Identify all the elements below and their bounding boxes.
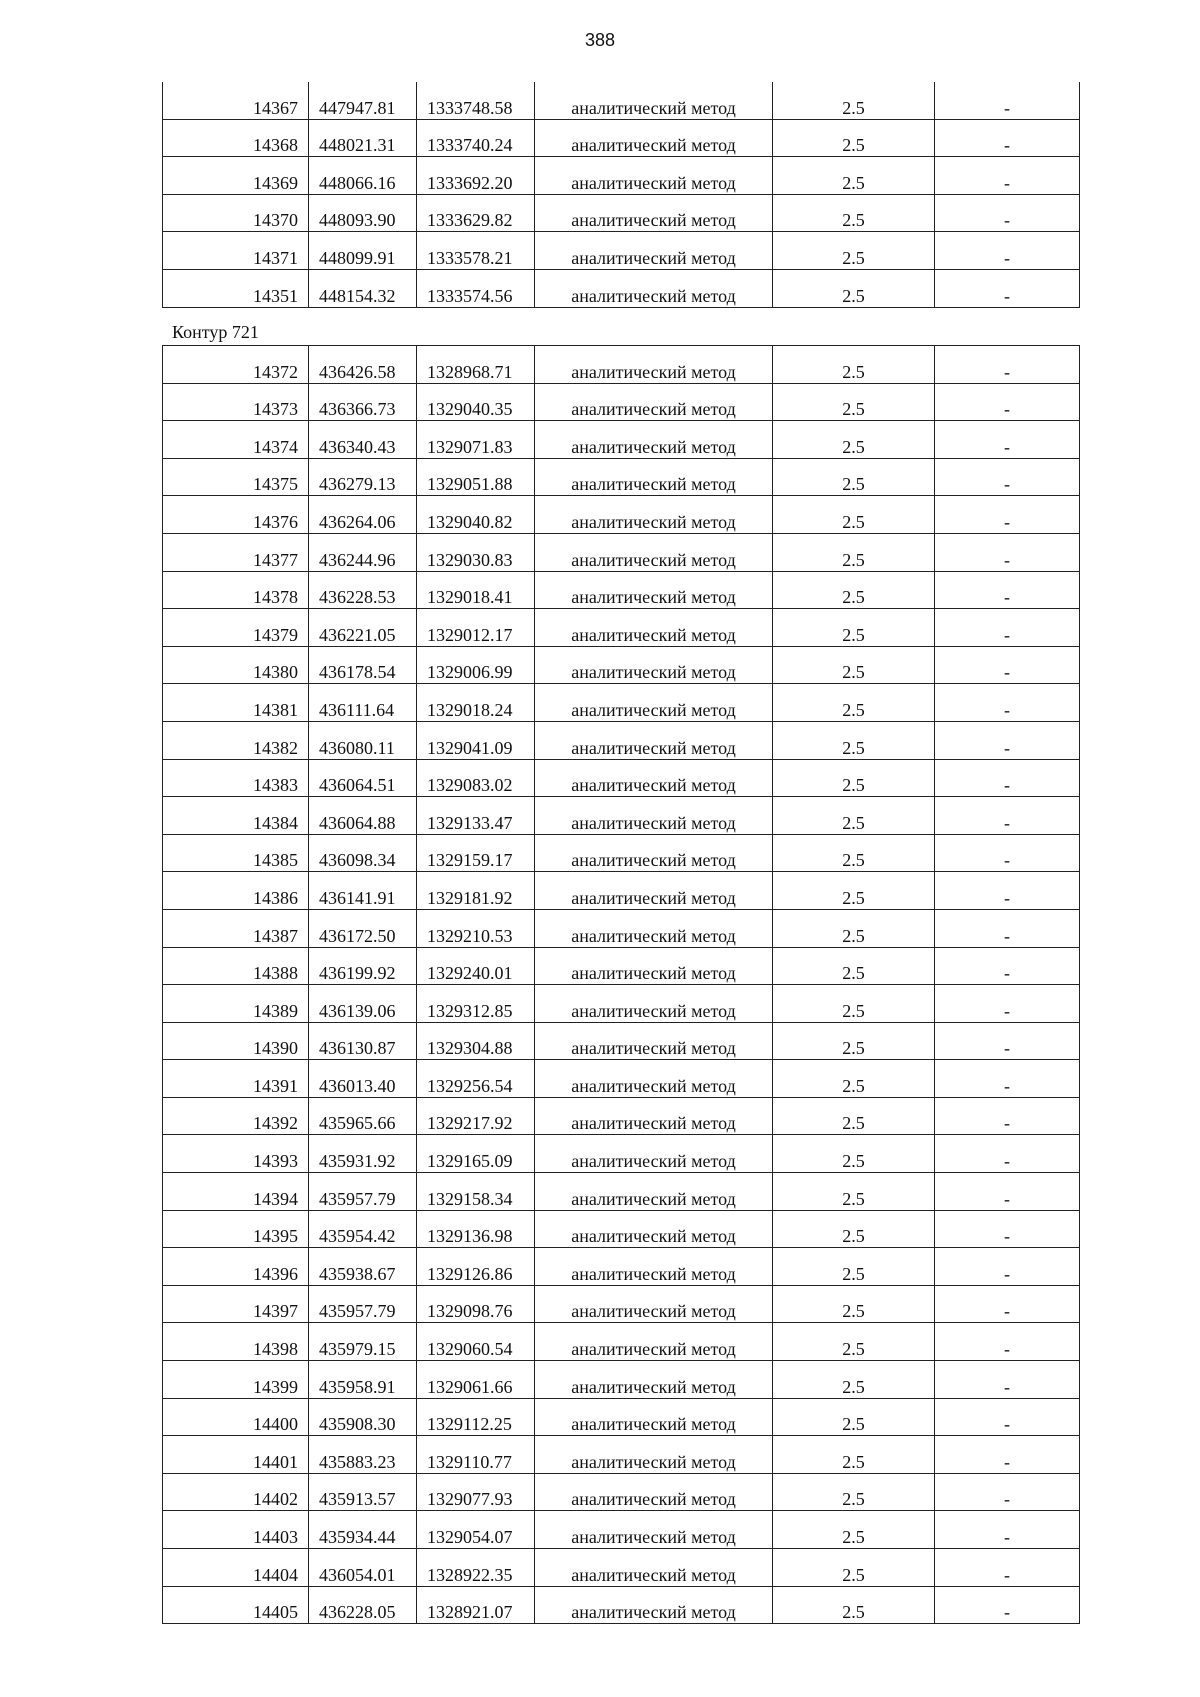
y-coordinate-cell: 1329256.54 [417, 1060, 535, 1098]
note-cell: - [935, 1060, 1080, 1098]
x-coordinate-cell: 435908.30 [309, 1398, 417, 1436]
table-row [163, 346, 1080, 384]
note-cell: - [935, 269, 1080, 307]
x-coordinate-cell: 448093.90 [309, 194, 417, 232]
accuracy-cell: 2.5 [773, 797, 935, 835]
table-row [163, 194, 1080, 232]
point-number-cell: 14388 [163, 947, 309, 985]
note-cell: - [935, 533, 1080, 571]
x-coordinate-cell: 436054.01 [309, 1549, 417, 1587]
table-row [163, 1511, 1080, 1549]
y-coordinate-cell: 1329110.77 [417, 1436, 535, 1474]
accuracy-cell: 2.5 [773, 269, 935, 307]
method-cell: аналитический метод [535, 346, 773, 384]
note-cell: - [935, 194, 1080, 232]
method-cell: аналитический метод [535, 985, 773, 1023]
table-row [163, 1022, 1080, 1060]
accuracy-cell: 2.5 [773, 1210, 935, 1248]
method-cell: аналитический метод [535, 1248, 773, 1286]
x-coordinate-cell: 436279.13 [309, 458, 417, 496]
method-cell: аналитический метод [535, 458, 773, 496]
point-number-cell: 14401 [163, 1436, 309, 1474]
point-number-cell: 14400 [163, 1398, 309, 1436]
point-number-cell: 14382 [163, 721, 309, 759]
y-coordinate-cell: 1329112.25 [417, 1398, 535, 1436]
accuracy-cell: 2.5 [773, 82, 935, 119]
y-coordinate-cell: 1333740.24 [417, 119, 535, 157]
coordinates-table-continued [162, 82, 1080, 308]
y-coordinate-cell: 1329133.47 [417, 797, 535, 835]
point-number-cell: 14368 [163, 119, 309, 157]
method-cell: аналитический метод [535, 797, 773, 835]
point-number-cell: 14397 [163, 1285, 309, 1323]
method-cell: аналитический метод [535, 1060, 773, 1098]
method-cell: аналитический метод [535, 1436, 773, 1474]
x-coordinate-cell: 436141.91 [309, 872, 417, 910]
point-number-cell: 14383 [163, 759, 309, 797]
accuracy-cell: 2.5 [773, 157, 935, 195]
method-cell: аналитический метод [535, 1135, 773, 1173]
accuracy-cell: 2.5 [773, 421, 935, 459]
x-coordinate-cell: 435957.79 [309, 1173, 417, 1211]
x-coordinate-cell: 448066.16 [309, 157, 417, 195]
method-cell: аналитический метод [535, 496, 773, 534]
accuracy-cell: 2.5 [773, 346, 935, 384]
table-row [163, 383, 1080, 421]
table-row [163, 458, 1080, 496]
note-cell: - [935, 684, 1080, 722]
y-coordinate-cell: 1329041.09 [417, 721, 535, 759]
x-coordinate-cell: 447947.81 [309, 82, 417, 119]
accuracy-cell: 2.5 [773, 1173, 935, 1211]
method-cell: аналитический метод [535, 947, 773, 985]
table-row [163, 1285, 1080, 1323]
method-cell: аналитический метод [535, 684, 773, 722]
accuracy-cell: 2.5 [773, 1511, 935, 1549]
y-coordinate-cell: 1329181.92 [417, 872, 535, 910]
x-coordinate-cell: 435931.92 [309, 1135, 417, 1173]
point-number-cell: 14367 [163, 82, 309, 119]
table-row [163, 1060, 1080, 1098]
y-coordinate-cell: 1329240.01 [417, 947, 535, 985]
method-cell: аналитический метод [535, 1323, 773, 1361]
y-coordinate-cell: 1329217.92 [417, 1097, 535, 1135]
table-row [163, 609, 1080, 647]
table-row [163, 1323, 1080, 1361]
x-coordinate-cell: 436264.06 [309, 496, 417, 534]
point-number-cell: 14403 [163, 1511, 309, 1549]
method-cell: аналитический метод [535, 1022, 773, 1060]
y-coordinate-cell: 1333629.82 [417, 194, 535, 232]
method-cell: аналитический метод [535, 421, 773, 459]
y-coordinate-cell: 1333574.56 [417, 269, 535, 307]
table-row [163, 496, 1080, 534]
x-coordinate-cell: 436366.73 [309, 383, 417, 421]
x-coordinate-cell: 435883.23 [309, 1436, 417, 1474]
accuracy-cell: 2.5 [773, 721, 935, 759]
method-cell: аналитический метод [535, 82, 773, 119]
table-row [163, 1361, 1080, 1399]
accuracy-cell: 2.5 [773, 1060, 935, 1098]
y-coordinate-cell: 1333748.58 [417, 82, 535, 119]
x-coordinate-cell: 436228.05 [309, 1586, 417, 1624]
y-coordinate-cell: 1329071.83 [417, 421, 535, 459]
accuracy-cell: 2.5 [773, 1473, 935, 1511]
point-number-cell: 14385 [163, 834, 309, 872]
accuracy-cell: 2.5 [773, 1323, 935, 1361]
note-cell: - [935, 947, 1080, 985]
y-coordinate-cell: 1329165.09 [417, 1135, 535, 1173]
y-coordinate-cell: 1328921.07 [417, 1586, 535, 1624]
note-cell: - [935, 119, 1080, 157]
method-cell: аналитический метод [535, 232, 773, 270]
method-cell: аналитический метод [535, 269, 773, 307]
accuracy-cell: 2.5 [773, 232, 935, 270]
note-cell: - [935, 609, 1080, 647]
method-cell: аналитический метод [535, 383, 773, 421]
method-cell: аналитический метод [535, 1586, 773, 1624]
note-cell: - [935, 82, 1080, 119]
x-coordinate-cell: 435913.57 [309, 1473, 417, 1511]
x-coordinate-cell: 436064.51 [309, 759, 417, 797]
accuracy-cell: 2.5 [773, 194, 935, 232]
point-number-cell: 14389 [163, 985, 309, 1023]
method-cell: аналитический метод [535, 1398, 773, 1436]
point-number-cell: 14377 [163, 533, 309, 571]
method-cell: аналитический метод [535, 194, 773, 232]
table-row [163, 834, 1080, 872]
accuracy-cell: 2.5 [773, 985, 935, 1023]
accuracy-cell: 2.5 [773, 1549, 935, 1587]
x-coordinate-cell: 436178.54 [309, 646, 417, 684]
x-coordinate-cell: 435934.44 [309, 1511, 417, 1549]
x-coordinate-cell: 435954.42 [309, 1210, 417, 1248]
note-cell: - [935, 1097, 1080, 1135]
y-coordinate-cell: 1329060.54 [417, 1323, 535, 1361]
table-row [163, 759, 1080, 797]
note-cell: - [935, 759, 1080, 797]
table-row [163, 721, 1080, 759]
x-coordinate-cell: 435965.66 [309, 1097, 417, 1135]
table-row [163, 872, 1080, 910]
point-number-cell: 14369 [163, 157, 309, 195]
note-cell: - [935, 1586, 1080, 1624]
table-row [163, 985, 1080, 1023]
method-cell: аналитический метод [535, 909, 773, 947]
x-coordinate-cell: 436199.92 [309, 947, 417, 985]
note-cell: - [935, 1549, 1080, 1587]
note-cell: - [935, 1436, 1080, 1474]
note-cell: - [935, 909, 1080, 947]
accuracy-cell: 2.5 [773, 609, 935, 647]
point-number-cell: 14390 [163, 1022, 309, 1060]
point-number-cell: 14391 [163, 1060, 309, 1098]
point-number-cell: 14402 [163, 1473, 309, 1511]
accuracy-cell: 2.5 [773, 533, 935, 571]
accuracy-cell: 2.5 [773, 646, 935, 684]
point-number-cell: 14395 [163, 1210, 309, 1248]
point-number-cell: 14376 [163, 496, 309, 534]
note-cell: - [935, 797, 1080, 835]
table-row [163, 1210, 1080, 1248]
x-coordinate-cell: 436139.06 [309, 985, 417, 1023]
accuracy-cell: 2.5 [773, 1248, 935, 1286]
note-cell: - [935, 346, 1080, 384]
note-cell: - [935, 421, 1080, 459]
x-coordinate-cell: 436111.64 [309, 684, 417, 722]
table-row [163, 1436, 1080, 1474]
note-cell: - [935, 1285, 1080, 1323]
note-cell: - [935, 232, 1080, 270]
accuracy-cell: 2.5 [773, 571, 935, 609]
y-coordinate-cell: 1329054.07 [417, 1511, 535, 1549]
note-cell: - [935, 872, 1080, 910]
point-number-cell: 14398 [163, 1323, 309, 1361]
table-row [163, 571, 1080, 609]
note-cell: - [935, 571, 1080, 609]
y-coordinate-cell: 1329126.86 [417, 1248, 535, 1286]
accuracy-cell: 2.5 [773, 1135, 935, 1173]
table-row [163, 269, 1080, 307]
accuracy-cell: 2.5 [773, 383, 935, 421]
y-coordinate-cell: 1329018.41 [417, 571, 535, 609]
note-cell: - [935, 646, 1080, 684]
accuracy-cell: 2.5 [773, 1285, 935, 1323]
x-coordinate-cell: 448099.91 [309, 232, 417, 270]
x-coordinate-cell: 436244.96 [309, 533, 417, 571]
note-cell: - [935, 1398, 1080, 1436]
y-coordinate-cell: 1329312.85 [417, 985, 535, 1023]
method-cell: аналитический метод [535, 1549, 773, 1587]
method-cell: аналитический метод [535, 759, 773, 797]
table-row [163, 1248, 1080, 1286]
point-number-cell: 14373 [163, 383, 309, 421]
x-coordinate-cell: 436098.34 [309, 834, 417, 872]
point-number-cell: 14387 [163, 909, 309, 947]
point-number-cell: 14378 [163, 571, 309, 609]
table-row [163, 157, 1080, 195]
note-cell: - [935, 1022, 1080, 1060]
x-coordinate-cell: 436013.40 [309, 1060, 417, 1098]
table-row [163, 119, 1080, 157]
method-cell: аналитический метод [535, 646, 773, 684]
table-row [163, 1097, 1080, 1135]
method-cell: аналитический метод [535, 1361, 773, 1399]
x-coordinate-cell: 448021.31 [309, 119, 417, 157]
point-number-cell: 14379 [163, 609, 309, 647]
point-number-cell: 14380 [163, 646, 309, 684]
x-coordinate-cell: 436221.05 [309, 609, 417, 647]
note-cell: - [935, 834, 1080, 872]
y-coordinate-cell: 1333692.20 [417, 157, 535, 195]
y-coordinate-cell: 1329061.66 [417, 1361, 535, 1399]
point-number-cell: 14374 [163, 421, 309, 459]
point-number-cell: 14394 [163, 1173, 309, 1211]
table-row [163, 909, 1080, 947]
point-number-cell: 14371 [163, 232, 309, 270]
point-number-cell: 14399 [163, 1361, 309, 1399]
accuracy-cell: 2.5 [773, 834, 935, 872]
y-coordinate-cell: 1329098.76 [417, 1285, 535, 1323]
table-row [163, 1173, 1080, 1211]
accuracy-cell: 2.5 [773, 1022, 935, 1060]
x-coordinate-cell: 436340.43 [309, 421, 417, 459]
contour-title: Контур 721 [172, 322, 259, 342]
method-cell: аналитический метод [535, 157, 773, 195]
y-coordinate-cell: 1329083.02 [417, 759, 535, 797]
method-cell: аналитический метод [535, 609, 773, 647]
accuracy-cell: 2.5 [773, 1361, 935, 1399]
method-cell: аналитический метод [535, 1173, 773, 1211]
x-coordinate-cell: 436064.88 [309, 797, 417, 835]
y-coordinate-cell: 1329006.99 [417, 646, 535, 684]
accuracy-cell: 2.5 [773, 1436, 935, 1474]
accuracy-cell: 2.5 [773, 119, 935, 157]
point-number-cell: 14396 [163, 1248, 309, 1286]
page-number: 388 [584, 30, 616, 50]
point-number-cell: 14372 [163, 346, 309, 384]
y-coordinate-cell: 1329158.34 [417, 1173, 535, 1211]
table-row [163, 533, 1080, 571]
table-row [163, 1135, 1080, 1173]
coordinates-table-contour [162, 345, 1080, 1624]
point-number-cell: 14384 [163, 797, 309, 835]
note-cell: - [935, 1173, 1080, 1211]
table-row [163, 421, 1080, 459]
y-coordinate-cell: 1329040.35 [417, 383, 535, 421]
method-cell: аналитический метод [535, 1473, 773, 1511]
accuracy-cell: 2.5 [773, 1398, 935, 1436]
table-row [163, 82, 1080, 119]
method-cell: аналитический метод [535, 721, 773, 759]
note-cell: - [935, 1323, 1080, 1361]
accuracy-cell: 2.5 [773, 458, 935, 496]
x-coordinate-cell: 436426.58 [309, 346, 417, 384]
point-number-cell: 14370 [163, 194, 309, 232]
y-coordinate-cell: 1329077.93 [417, 1473, 535, 1511]
point-number-cell: 14404 [163, 1549, 309, 1587]
point-number-cell: 14351 [163, 269, 309, 307]
table-row [163, 1586, 1080, 1624]
note-cell: - [935, 496, 1080, 534]
y-coordinate-cell: 1329210.53 [417, 909, 535, 947]
accuracy-cell: 2.5 [773, 1586, 935, 1624]
point-number-cell: 14405 [163, 1586, 309, 1624]
method-cell: аналитический метод [535, 1285, 773, 1323]
note-cell: - [935, 1135, 1080, 1173]
y-coordinate-cell: 1329304.88 [417, 1022, 535, 1060]
y-coordinate-cell: 1329159.17 [417, 834, 535, 872]
x-coordinate-cell: 435958.91 [309, 1361, 417, 1399]
method-cell: аналитический метод [535, 571, 773, 609]
accuracy-cell: 2.5 [773, 1097, 935, 1135]
point-number-cell: 14386 [163, 872, 309, 910]
y-coordinate-cell: 1329136.98 [417, 1210, 535, 1248]
note-cell: - [935, 383, 1080, 421]
accuracy-cell: 2.5 [773, 872, 935, 910]
method-cell: аналитический метод [535, 1097, 773, 1135]
x-coordinate-cell: 448154.32 [309, 269, 417, 307]
note-cell: - [935, 1210, 1080, 1248]
y-coordinate-cell: 1328968.71 [417, 346, 535, 384]
x-coordinate-cell: 436228.53 [309, 571, 417, 609]
table-row [163, 684, 1080, 722]
point-number-cell: 14375 [163, 458, 309, 496]
note-cell: - [935, 1361, 1080, 1399]
accuracy-cell: 2.5 [773, 684, 935, 722]
note-cell: - [935, 721, 1080, 759]
y-coordinate-cell: 1329018.24 [417, 684, 535, 722]
point-number-cell: 14381 [163, 684, 309, 722]
x-coordinate-cell: 435938.67 [309, 1248, 417, 1286]
accuracy-cell: 2.5 [773, 496, 935, 534]
accuracy-cell: 2.5 [773, 759, 935, 797]
method-cell: аналитический метод [535, 1511, 773, 1549]
y-coordinate-cell: 1329012.17 [417, 609, 535, 647]
y-coordinate-cell: 1328922.35 [417, 1549, 535, 1587]
table-row [163, 1549, 1080, 1587]
accuracy-cell: 2.5 [773, 947, 935, 985]
note-cell: - [935, 1511, 1080, 1549]
table-row [163, 232, 1080, 270]
method-cell: аналитический метод [535, 533, 773, 571]
y-coordinate-cell: 1329051.88 [417, 458, 535, 496]
y-coordinate-cell: 1329030.83 [417, 533, 535, 571]
method-cell: аналитический метод [535, 119, 773, 157]
table-row [163, 797, 1080, 835]
x-coordinate-cell: 436172.50 [309, 909, 417, 947]
method-cell: аналитический метод [535, 1210, 773, 1248]
y-coordinate-cell: 1333578.21 [417, 232, 535, 270]
table-row [163, 1473, 1080, 1511]
x-coordinate-cell: 435979.15 [309, 1323, 417, 1361]
accuracy-cell: 2.5 [773, 909, 935, 947]
note-cell: - [935, 1473, 1080, 1511]
x-coordinate-cell: 436080.11 [309, 721, 417, 759]
note-cell: - [935, 1248, 1080, 1286]
note-cell: - [935, 985, 1080, 1023]
method-cell: аналитический метод [535, 872, 773, 910]
note-cell: - [935, 458, 1080, 496]
y-coordinate-cell: 1329040.82 [417, 496, 535, 534]
table-row [163, 1398, 1080, 1436]
table-row [163, 947, 1080, 985]
point-number-cell: 14392 [163, 1097, 309, 1135]
point-number-cell: 14393 [163, 1135, 309, 1173]
method-cell: аналитический метод [535, 834, 773, 872]
x-coordinate-cell: 435957.79 [309, 1285, 417, 1323]
x-coordinate-cell: 436130.87 [309, 1022, 417, 1060]
note-cell: - [935, 157, 1080, 195]
table-row [163, 646, 1080, 684]
